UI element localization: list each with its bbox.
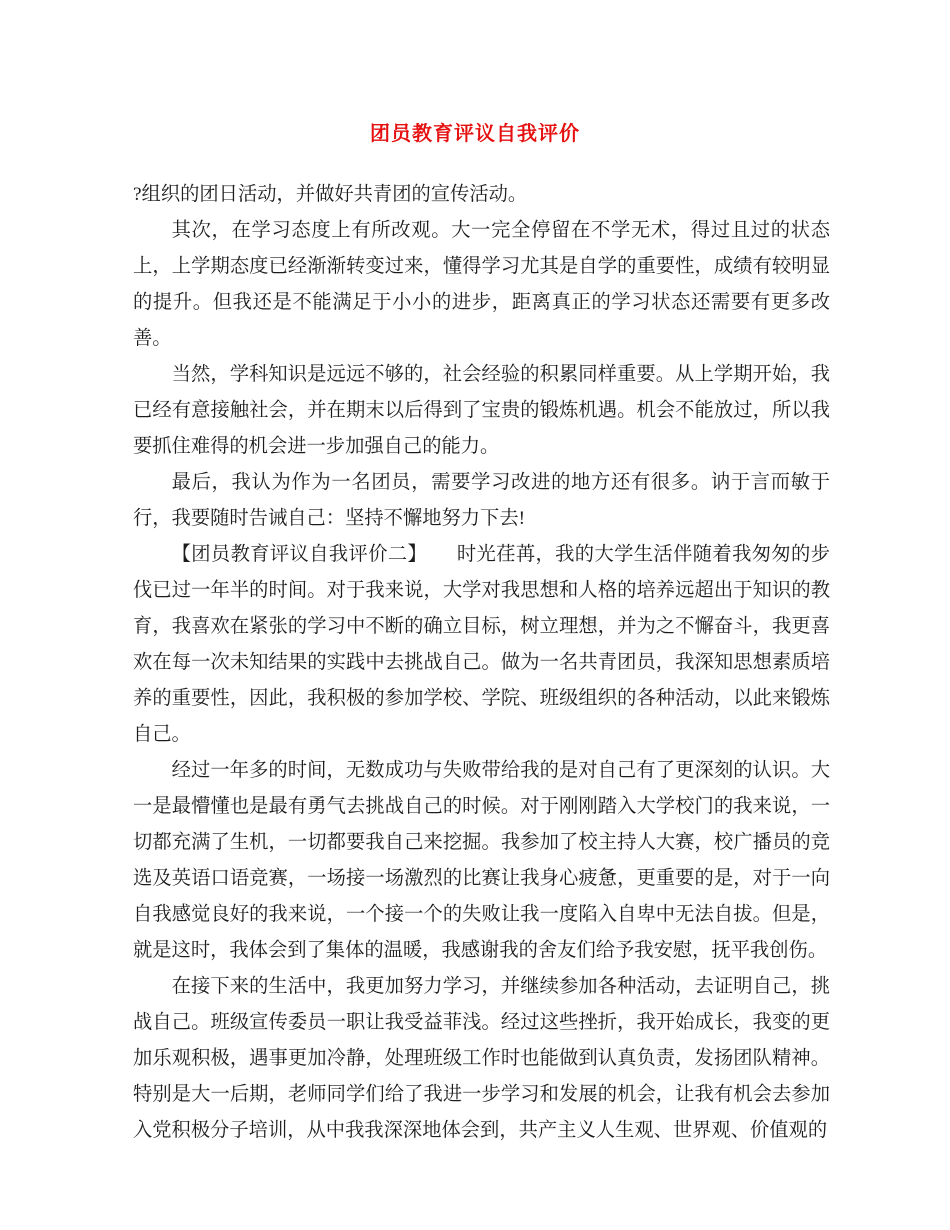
document-body [133, 177, 830, 1149]
paragraph-1: ?组织的团日活动，并做好共青团的宣传活动。 [133, 184, 528, 205]
paragraph-7: 在接下来的生活中，我更加努力学习，并继续参加各种活动，去证明自己，挑战自己。班级宣传委员一职让我受益菲浅。经过这些挫折，我开始成长，我变的更加乐观积极，遇事更加冷静，处理班级工作时也能做到认真负责，发扬团队精神。特别是大一后期，老师同学们给了我进一步学习和发展的机会，让我有机会去参加入党积极分子培训，从中我我深深地体会到，共产主义人生观、世界观、价值观的 [133, 976, 830, 1141]
paragraph-3: 当然，学科知识是远远不够的，社会经验的积累同样重要。从上学期开始，我已经有意接触社会，并在期末以后得到了宝贵的锻炼机遇。机会不能放过，所以我要抓住难得的机会进一步加强自己的能力。 [133, 364, 830, 457]
paragraph-6: 经过一年多的时间，无数成功与失败带给我的是对自己有了更深刻的认识。大一是最懵懂也是最有勇气去挑战自己的时候。对于刚刚踏入大学校门的我来说，一切都充满了生机，一切都要我自己来挖掘。我参加了校主持人大赛，校广播员的竞选及英语口语竞赛，一场接一场激烈的比赛让我身心疲惫，更重要的是，对于一向自我感觉良好的我来说，一个接一个的失败让我一度陷入自卑中无法自拔。但是，就是这时，我体会到了集体的温暖，我感谢我的舍友们给予我安慰，抚平我创伤。 [133, 760, 830, 961]
paragraph-5: 【团员教育评议自我评价二】 时光荏苒，我的大学生活伴随着我匆匆的步伐已过一年半的时间。对于我来说，大学对我思想和人格的培养远超出于知识的教育，我喜欢在紧张的学习中不断的确立目标，树立理想，并为之不懈奋斗，我更喜欢在每一次未知结果的实践中去挑战自己。做为一名共青团员，我深知思想素质培养的重要性，因此，我积极的参加学校、学院、班级组织的各种活动，以此来锻炼自己。 [133, 544, 830, 745]
paragraph-4: 最后，我认为作为一名团员，需要学习改进的地方还有很多。讷于言而敏于行，我要随时告诫自己：坚持不懈地努力下去! [133, 472, 830, 529]
paragraph-2: 其次，在学习态度上有所改观。大一完全停留在不学无术，得过且过的状态上，上学期态度已经渐渐转变过来，懂得学习尤其是自学的重要性，成绩有较明显的提升。但我还是不能满足于小小的进步，距离真正的学习状态还需要有更多改善。 [133, 220, 830, 349]
document-title: 团员教育评议自我评价 [370, 123, 580, 145]
